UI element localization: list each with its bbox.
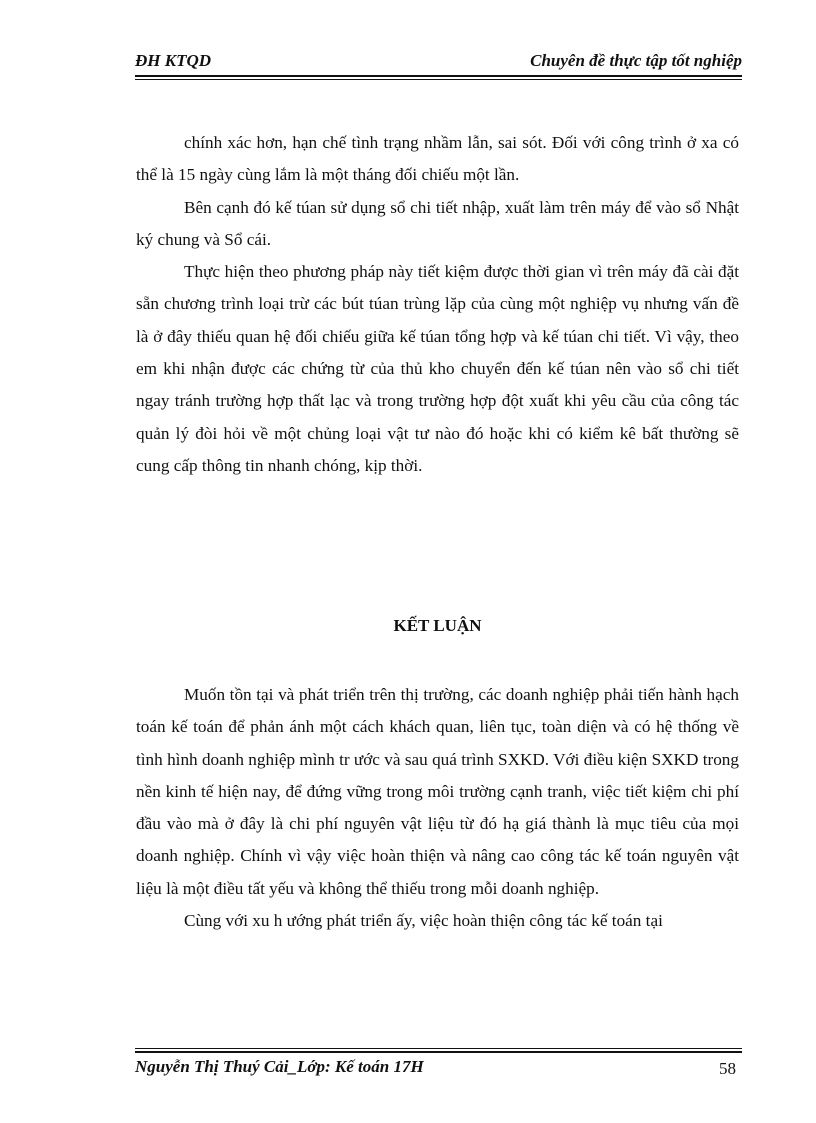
page-number: 58 — [719, 1059, 736, 1078]
header-institution: ĐH KTQD — [135, 51, 212, 70]
footer-rule-thin — [135, 1048, 742, 1049]
paragraph: Cùng với xu h ướng phát triển ấy, việc hoàn thiện công tác kế toán tại — [184, 911, 663, 931]
page-footer — [135, 1055, 742, 1081]
body-section-top — [136, 127, 739, 482]
paragraph-continued: chính xác hơn, hạn chế tình trạng nhầm lẫn, sai sót. Đối với công trình ở xa có thể là 15 ngày cùng lắm là một tháng đối chiếu một lần. — [136, 133, 739, 185]
paragraph: Muốn tồn tại và phát triển trên thị trường, các doanh nghiệp phải tiến hành hạch toán kế toán để phản ánh một cách khách quan, liên tục, toàn diện và có hệ thống về tình hình doanh nghiệp mình tr ước và sau quá trình SXKD. Với điều kiện SXKD trong nền kinh tế hiện nay, để đứng vững trong môi trường cạnh tranh, việc tiết kiệm chi phí đầu vào mà ở đây là chi phí nguyên vật liệu từ đó hạ giá thành là mục tiêu của mọi doanh nghiệp. Chính vì vậy việc hoàn thiện và nâng cao công tác kế toán nguyên vật liệu là một điều tất yếu và không thể thiếu trong mỗi doanh nghiệp. — [136, 685, 739, 898]
body-section-bottom — [136, 679, 739, 937]
section-heading-conclusion: KẾT LUẬN — [393, 616, 482, 635]
header-document-title: Chuyên đề thực tập tốt nghiệp — [530, 51, 742, 70]
paragraph: Thực hiện theo phương pháp này tiết kiệm được thời gian vì trên máy đã cài đặt sẵn chương trình loại trừ các bút túan trùng lặp của cùng một nghiệp vụ nhưng vấn đề là ở đây thiếu quan hệ đối chiếu giữa kế túan tổng hợp và kế túan chi tiết. Vì vậy, theo em khi nhận được các chứng từ của thủ kho chuyển đến kế túan nên vào sổ chi tiết ngay tránh trường hợp thất lạc và trong trường hợp đột xuất khi yêu cầu của công tác quản lý đòi hỏi về một chủng loại vật tư nào đó hoặc khi có kiểm kê bất thường sẽ cung cấp thông tin nhanh chóng, kịp thời. — [136, 262, 739, 475]
footer-rule-thick — [135, 1051, 742, 1053]
page-header — [135, 47, 742, 75]
header-rule-thick — [135, 75, 742, 77]
header-rule-thin — [135, 79, 742, 80]
paragraph: Bên cạnh đó kế túan sử dụng sổ chi tiết nhập, xuất làm trên máy để vào sổ Nhật ký chung và Sổ cái. — [136, 197, 739, 249]
footer-author: Nguyễn Thị Thuý Cải_Lớp: Kế toán 17H — [135, 1057, 424, 1076]
